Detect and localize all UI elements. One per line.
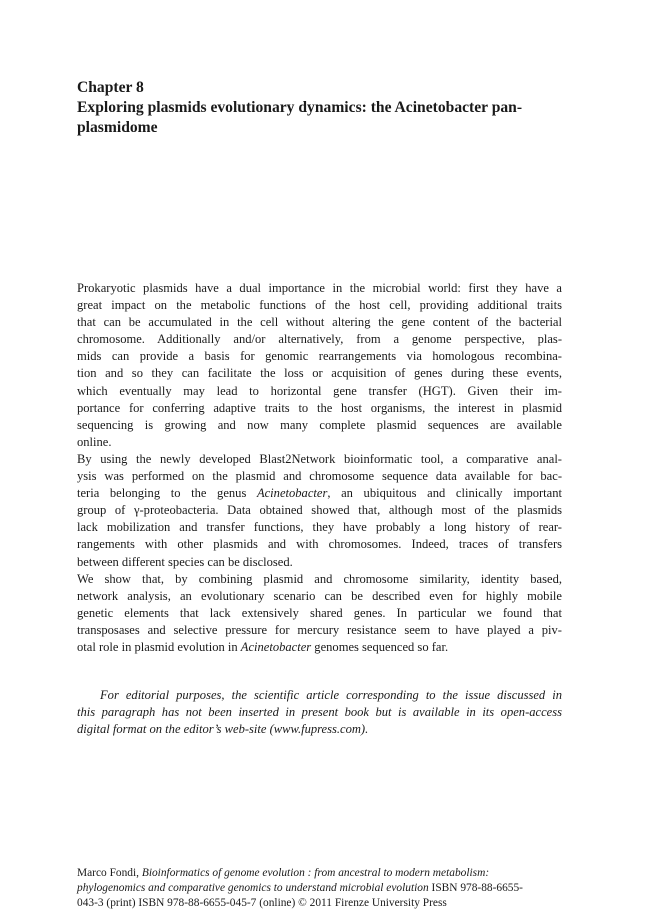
text-segment: , an ubiquitous and clinically important — [327, 486, 562, 501]
abstract-paragraph-3 — [77, 571, 562, 656]
text-line: that can be accumulated in the cell without altering the gene content of the bacterial — [77, 315, 562, 330]
text-line: digital format on the editor’s web-site (www.fupress.com). — [77, 722, 369, 737]
text-line: By using the newly developed Blast2Network bioinformatic tool, a comparative anal- — [77, 451, 562, 466]
text-line: tion and so they can facilitate the loss or acquisition of genes during these events, — [77, 366, 562, 381]
text-line: great impact on the metabolic functions of the host cell, providing additional traits — [77, 298, 562, 313]
footer-isbn: ISBN 978-88-6655- — [428, 882, 523, 895]
footer-author: Marco Fondi, — [77, 867, 142, 879]
footer-line-1 — [77, 866, 567, 881]
text-segment: genomes sequenced so far. — [311, 639, 449, 654]
text-line: which eventually may lead to horizontal gene transfer (HGT). Given their im- — [77, 383, 562, 398]
genus-name: Acinetobacter — [256, 486, 328, 501]
footer-book-title: phylogenomics and comparative genomics to understand microbial evolution — [77, 882, 429, 895]
text-line — [77, 485, 562, 502]
text-line: mids can provide a basis for genomic rearrangements via homologous recombina- — [77, 349, 562, 364]
text-line: group of γ-proteobacteria. Data obtained showed that, although most of the plasmids — [77, 503, 562, 518]
editorial-note — [77, 687, 562, 738]
text-line: sequencing is growing and now many complete plasmid sequences are available — [77, 417, 562, 432]
text-line: this paragraph has not been inserted in present book but is available in its open-access — [77, 705, 562, 720]
text-line: between different species can be disclosed. — [77, 554, 293, 569]
text-line: rangements with other plasmids and with chromosomes. Indeed, traces of transfers — [77, 537, 562, 552]
footer-book-title: Bioinformatics of genome evolution : from ancestral to modern metabolism: — [141, 867, 490, 879]
abstract-body — [77, 280, 562, 656]
chapter-heading — [77, 78, 567, 138]
chapter-number: Chapter 8 — [77, 79, 144, 96]
abstract-paragraph-2 — [77, 451, 562, 571]
text-segment: otal role in plasmid evolution in — [77, 639, 241, 654]
chapter-title-line-2: plasmidome — [77, 119, 158, 136]
footer-line-2 — [77, 881, 567, 896]
text-line: We show that, by combining plasmid and chromosome similarity, identity based, — [77, 571, 562, 586]
text-line: chromosome. Additionally and/or alternatively, from a genome perspective, plas- — [77, 332, 562, 347]
text-line: portance for conferring adaptive traits to the host organisms, the interest in plasmid — [77, 400, 562, 415]
text-line: ysis was performed on the plasmid and chromosome sequence data available for bac- — [77, 469, 562, 484]
genus-name: Acinetobacter — [240, 639, 312, 654]
text-line: Prokaryotic plasmids have a dual importance in the microbial world: first they have a — [77, 281, 562, 295]
text-line: online. — [77, 434, 112, 449]
text-line — [77, 639, 562, 656]
page-footer-citation — [77, 866, 567, 912]
text-line: genetic elements that lack extensively shared genes. In particular we found that — [77, 605, 562, 620]
text-line: lack mobilization and transfer functions, they have probably a long history of rear- — [77, 520, 562, 535]
chapter-title-line-1: Exploring plasmids evolutionary dynamics: the Acinetobacter pan- — [77, 99, 523, 116]
abstract-paragraph-1 — [77, 280, 562, 451]
footer-line-3: 043-3 (print) ISBN 978-88-6655-045-7 (online) © 2011 Firenze University Press — [77, 897, 447, 910]
text-line: transposases and selective pressure for mercury resistance seem to have played a piv- — [77, 622, 562, 637]
text-line: network analysis, an evolutionary scenario can be described even for highly mobile — [77, 588, 562, 603]
text-line: For editorial purposes, the scientific article corresponding to the issue discussed in — [100, 688, 562, 702]
text-segment: teria belonging to the genus — [77, 486, 257, 501]
